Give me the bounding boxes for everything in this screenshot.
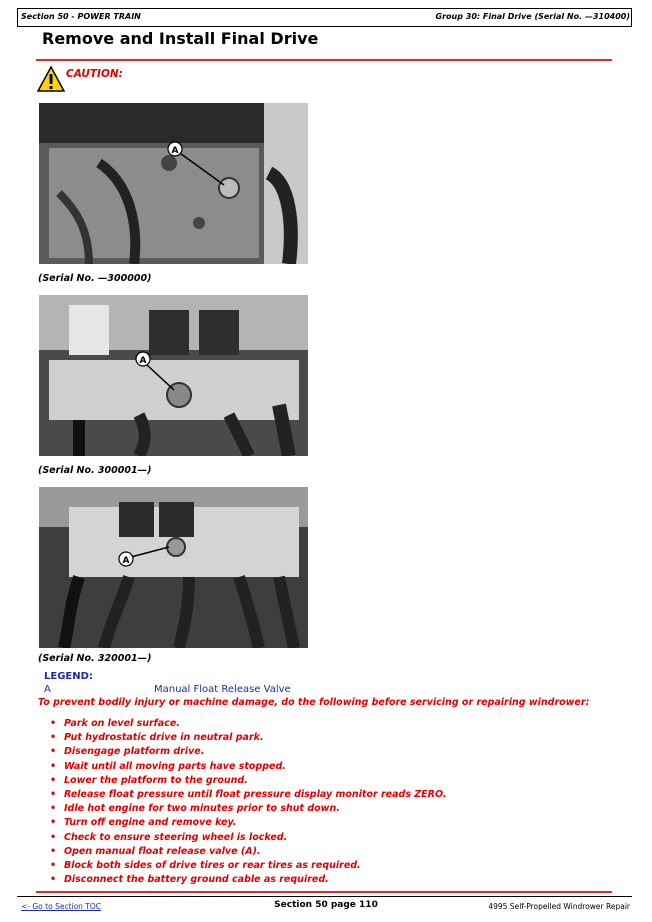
figure-caption-2: (Serial No. 300001—) <box>38 465 152 476</box>
callout-a-1: A <box>171 146 179 156</box>
list-item: • Put hydrostatic drive in neutral park. <box>50 732 264 744</box>
header-top-rule <box>17 8 632 9</box>
footer-rule <box>17 896 632 897</box>
callout-a-3: A <box>122 556 130 566</box>
list-item: • Check to ensure steering wheel is locked. <box>50 831 288 843</box>
safety-steps-list <box>50 717 446 887</box>
callout-a-2: A <box>139 356 147 366</box>
header-right-border <box>631 8 632 27</box>
figure-photo-1 <box>39 103 308 264</box>
legend-key: A <box>44 684 51 695</box>
figure-photo-3 <box>39 487 308 648</box>
group-header: Group 30: Final Drive (Serial No. —310400) <box>435 12 630 21</box>
section-header: Section 50 - POWER TRAIN <box>21 12 141 21</box>
header-left-border <box>17 8 18 27</box>
title-divider <box>36 59 612 61</box>
warning-triangle-icon <box>37 66 65 92</box>
caution-label: CAUTION: <box>66 68 123 80</box>
figure-caption-1: (Serial No. —300000) <box>38 273 152 284</box>
list-item: • Park on level surface. <box>50 718 180 729</box>
header-bottom-rule <box>17 26 632 27</box>
legend-description: Manual Float Release Valve <box>154 684 291 695</box>
safety-warning: To prevent bodily injury or machine damage, do the following before servicing or repairing windrower: <box>38 697 590 708</box>
list-item: • Turn off engine and remove key. <box>50 817 237 829</box>
figure-caption-3: (Serial No. 320001—) <box>38 653 152 664</box>
list-item: • Block both sides of drive tires or rear tires as required. <box>50 859 361 871</box>
list-item: • Idle hot engine for two minutes prior to shut down. <box>50 803 340 815</box>
page-title: Remove and Install Final Drive <box>42 29 319 48</box>
list-item: • Lower the platform to the ground. <box>50 774 248 786</box>
page-number: Section 50 page 110 <box>274 900 378 910</box>
document-title: 4995 Self-Propelled Windrower Repair <box>488 902 630 911</box>
list-item: • Open manual float release valve (A). <box>50 845 261 857</box>
footer-divider <box>36 891 612 893</box>
legend-title: LEGEND: <box>44 671 93 682</box>
list-item: • Disconnect the battery ground cable as required. <box>50 874 329 886</box>
list-item: • Release float pressure until float pressure display monitor reads ZERO. <box>50 788 447 800</box>
figure-photo-2 <box>39 295 308 456</box>
list-item: • Disengage platform drive. <box>50 746 205 758</box>
section-toc-link[interactable]: <- Go to Section TOC <box>21 902 102 911</box>
list-item: • Wait until all moving parts have stopped. <box>50 760 286 772</box>
